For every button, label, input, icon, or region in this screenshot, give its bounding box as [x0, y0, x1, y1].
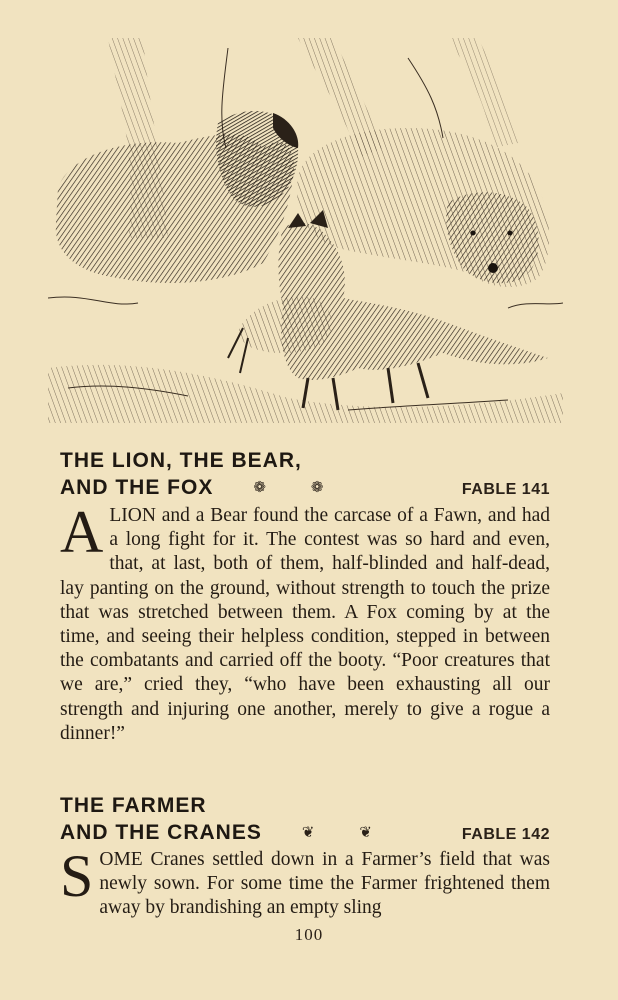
flower-ornament-icon: ❁	[253, 479, 267, 496]
fable-142-text	[60, 843, 550, 921]
fable-141-text	[60, 499, 550, 746]
fable-142-heading	[60, 792, 550, 846]
fable-141-dropcap: A	[60, 499, 104, 565]
fable-141-body: LION and a Bear found the carcase of a Fawn, and had a long fight for it. The contest was so hard and even, that, at last, both of them, half-blinded and half-dead, lay panting on the ground, without strength to touch the prize that was stretched between them. A Fox coming by at the time, and seeing their helpless condition, stepped in between the combatants and carried off the booty. “Poor creatures that we are,” cried they, “who have been exhausting all our strength and injuring one another, merely to give a rogue a dinner!”	[60, 505, 550, 744]
leaf-ornament-icon: ❦	[359, 824, 373, 841]
fable-141-heading	[60, 447, 550, 501]
fable-142-dropcap: S	[60, 843, 94, 909]
fable-142-number: FABLE 142	[461, 826, 550, 843]
fable-141-number: FABLE 141	[461, 481, 550, 498]
fable-142-body: OME Cranes settled down in a Farmer’s field that was newly sown. For some time the Farmer frightened them away by brandishing an empty sling	[99, 849, 550, 919]
leaf-ornament-icon: ❦	[301, 824, 316, 841]
engraving-illustration	[48, 38, 563, 423]
page-number: 100	[294, 925, 324, 944]
fable-142-title-line-1: THE FARMER	[60, 794, 207, 817]
flower-ornament-icon: ❁	[310, 479, 325, 496]
fable-141-title-line-1: THE LION, THE BEAR,	[60, 449, 302, 472]
lion-bear-fox-engraving	[48, 38, 563, 423]
fable-141-title-line-2-text: AND THE FOX	[60, 476, 214, 499]
fable-142-title-line-2-text: AND THE CRANES	[60, 821, 262, 844]
